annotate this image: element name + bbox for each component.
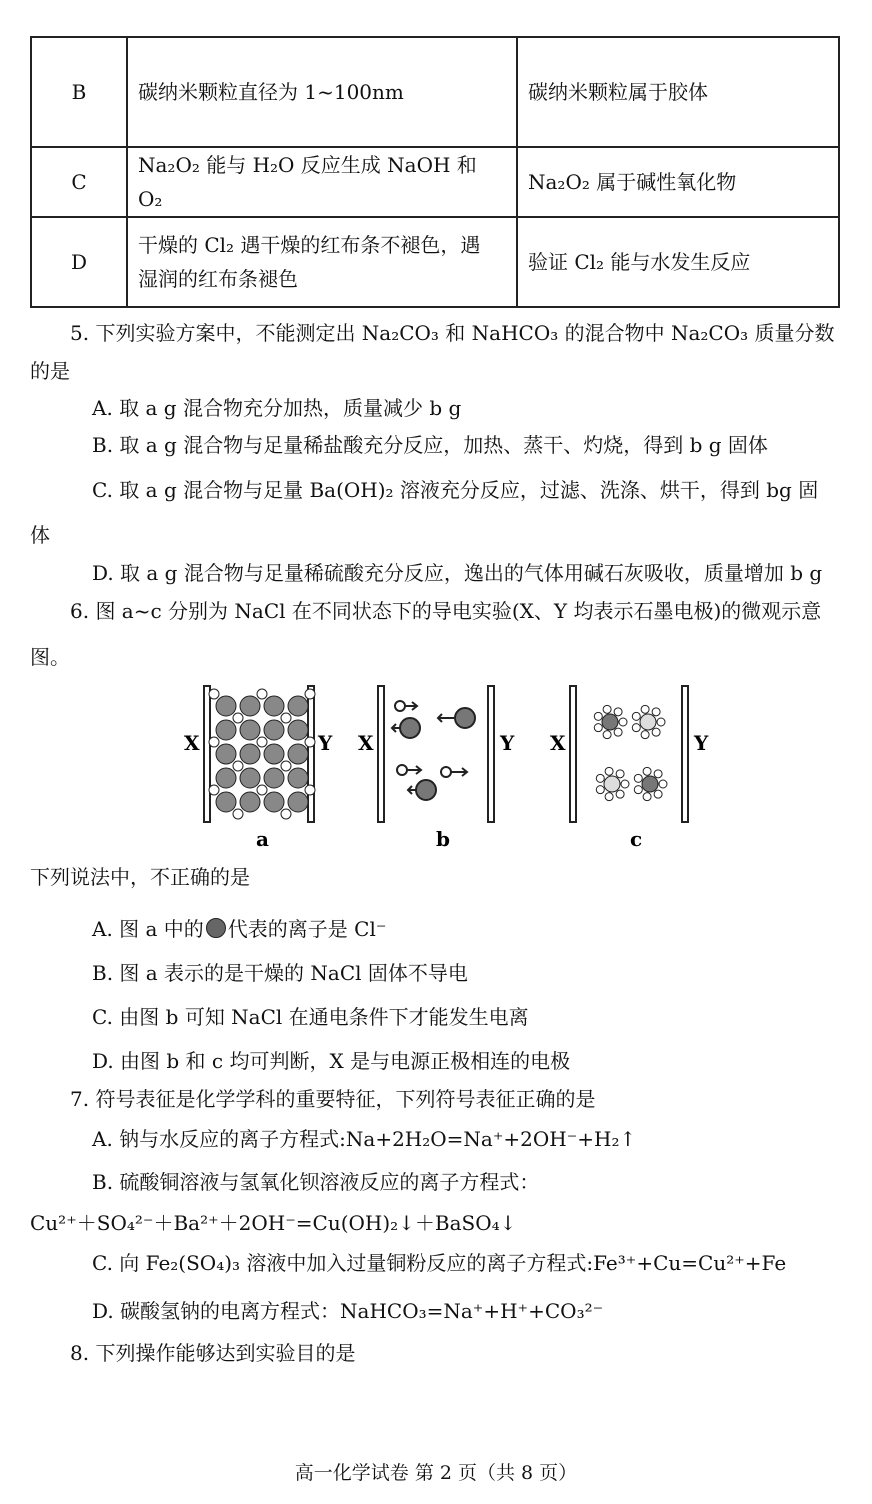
cl-ion: [288, 720, 308, 740]
water-molecule: [641, 731, 649, 739]
hydrated-ion-core: [640, 714, 656, 730]
water-molecule: [652, 708, 660, 716]
q7-option-b-line1: B. 硫酸铜溶液与氢氧化钡溶液反应的离子方程式：: [92, 1170, 540, 1194]
electrode-y-label: Y: [318, 731, 333, 755]
table-row: [31, 147, 839, 217]
water-molecule: [603, 705, 611, 713]
na-ion: [209, 785, 219, 795]
cl-ion: [216, 768, 236, 788]
cl-ion: [264, 792, 284, 812]
water-molecule: [657, 718, 665, 726]
table-row: [31, 217, 839, 307]
water-molecule: [614, 728, 622, 736]
electrode-x-label: X: [550, 731, 566, 755]
na-ion: [281, 713, 291, 723]
water-molecule: [619, 718, 627, 726]
page-footer: 高一化学试卷 第 2 页（共 8 页）: [294, 1462, 578, 1484]
options-table: [30, 36, 840, 308]
q8-stem: 8. 下列操作能够达到实验目的是: [70, 1341, 356, 1365]
na-ion: [233, 713, 243, 723]
na-ion: [395, 701, 405, 711]
na-ion: [305, 737, 315, 747]
diagram-b: [358, 686, 515, 851]
water-molecule: [632, 712, 640, 720]
water-molecule: [634, 786, 642, 794]
na-ion: [209, 689, 219, 699]
q6-stem-line1: 6. 图 a~c 分别为 NaCl 在不同状态下的导电实验(X、Y 均表示石墨电极)的微观示意: [70, 599, 822, 623]
q6-option-a-post: 代表的离子是 Cl⁻: [227, 917, 387, 941]
na-ion: [257, 785, 267, 795]
cl-ion: [400, 718, 420, 738]
na-ion: [305, 785, 315, 795]
water-molecule: [654, 790, 662, 798]
q6-option-d: D. 由图 b 和 c 均可判断，X 是与电源正极相连的电极: [92, 1049, 571, 1073]
q5-option-d: D. 取 a g 混合物与足量稀硫酸充分反应，逸出的气体用碱石灰吸收，质量增加 b g: [92, 561, 823, 585]
q7-stem: 7. 符号表征是化学学科的重要特征，下列符号表征正确的是: [70, 1087, 596, 1111]
cl-ion: [264, 744, 284, 764]
q7-option-d: D. 碳酸氢钠的电离方程式：NaHCO₃=Na⁺+H⁺+CO₃²⁻: [92, 1299, 604, 1323]
water-molecule: [616, 770, 624, 778]
water-molecule: [643, 767, 651, 775]
na-ion: [233, 809, 243, 819]
electrode-x-bar: [204, 686, 210, 822]
row-key: B: [31, 37, 127, 147]
water-molecule: [594, 724, 602, 732]
electrode-x-label: X: [358, 731, 374, 755]
water-molecule: [603, 731, 611, 739]
cl-ion: [216, 720, 236, 740]
q6-option-c: C. 由图 b 可知 NaCl 在通电条件下才能发生电离: [92, 1005, 529, 1029]
water-molecule: [641, 705, 649, 713]
na-ion: [209, 737, 219, 747]
nacl-conduction-diagram: [170, 680, 730, 860]
na-ion: [305, 689, 315, 699]
row-condition: 碳纳米颗粒直径为 1~100nm: [127, 37, 517, 147]
cl-ion: [288, 696, 308, 716]
water-molecule: [596, 786, 604, 794]
water-molecule: [605, 793, 613, 801]
q5-option-c-line1: C. 取 a g 混合物与足量 Ba(OH)₂ 溶液充分反应，过滤、洗涤、烘干，得到 bg 固: [92, 478, 819, 502]
row-condition: [127, 217, 517, 307]
q6-option-b: B. 图 a 表示的是干燥的 NaCl 固体不导电: [92, 961, 468, 985]
cl-ion: [240, 720, 260, 740]
hydrated-ions: [594, 705, 667, 800]
row-condition-line2: 湿润的红布条褪色: [138, 267, 298, 291]
electrode-x-bar: [570, 686, 576, 822]
q7-option-c: C. 向 Fe₂(SO₄)₃ 溶液中加入过量铜粉反应的离子方程式:Fe³⁺+Cu=Cu²⁺+Fe: [92, 1251, 787, 1275]
water-molecule: [634, 774, 642, 782]
cl-ion: [264, 768, 284, 788]
cl-ion: [240, 792, 260, 812]
na-ion: [397, 765, 407, 775]
cl-ion: [288, 792, 308, 812]
hydrated-ion-core: [642, 776, 658, 792]
cl-ion: [288, 744, 308, 764]
q5-option-a: A. 取 a g 混合物充分加热，质量减少 b g: [92, 396, 462, 420]
electrode-y-label: Y: [694, 731, 709, 755]
label-b: b: [436, 827, 450, 851]
water-molecule: [594, 712, 602, 720]
label-a: a: [256, 827, 269, 851]
row-key: C: [31, 147, 127, 217]
electrode-x-bar: [378, 686, 384, 822]
q6-option-a-pre: A. 图 a 中的: [92, 917, 204, 941]
water-molecule: [654, 770, 662, 778]
cl-ion: [240, 744, 260, 764]
table-row: [31, 37, 839, 147]
q5-option-c-line2: 体: [30, 523, 50, 547]
na-ion: [441, 767, 451, 777]
cl-ion: [216, 792, 236, 812]
row-conclusion: Na₂O₂ 属于碱性氧化物: [517, 147, 839, 217]
row-key: D: [31, 217, 127, 307]
label-c: c: [630, 827, 643, 851]
cl-ion: [416, 780, 436, 800]
q6-stem-line2: 图。: [30, 645, 70, 669]
water-molecule: [605, 767, 613, 775]
hydrated-ion-core: [604, 776, 620, 792]
cl-ion: [264, 696, 284, 716]
water-molecule: [616, 790, 624, 798]
electrode-y-label: Y: [500, 731, 515, 755]
water-molecule: [632, 724, 640, 732]
electrode-y-bar: [488, 686, 494, 822]
diagram-a: [184, 686, 333, 851]
q7-option-a: A. 钠与水反应的离子方程式:Na+2H₂O=Na⁺+2OH⁻+H₂↑: [92, 1127, 637, 1151]
water-molecule: [643, 793, 651, 801]
q5-stem-line1: 5. 下列实验方案中，不能测定出 Na₂CO₃ 和 NaHCO₃ 的混合物中 Na₂CO₃ 质量分数: [70, 321, 835, 345]
electrode-x-label: X: [184, 731, 200, 755]
row-conclusion: 碳纳米颗粒属于胶体: [517, 37, 839, 147]
row-conclusion: 验证 Cl₂ 能与水发生反应: [517, 217, 839, 307]
na-ion: [257, 737, 267, 747]
q6-prompt: 下列说法中，不正确的是: [30, 865, 250, 889]
water-molecule: [614, 708, 622, 716]
q5-option-b: B. 取 a g 混合物与足量稀盐酸充分反应，加热、蒸干、灼烧，得到 b g 固体: [92, 433, 768, 457]
cl-ion: [240, 768, 260, 788]
q5-stem-line2: 的是: [30, 359, 70, 383]
cl-ion: [240, 696, 260, 716]
electrode-y-bar: [682, 686, 688, 822]
hydrated-ion-core: [602, 714, 618, 730]
diagram-c: [550, 686, 709, 851]
water-molecule: [621, 780, 629, 788]
na-ion: [281, 809, 291, 819]
q7-option-b-line2: Cu²⁺＋SO₄²⁻＋Ba²⁺＋2OH⁻=Cu(OH)₂↓＋BaSO₄↓: [30, 1211, 517, 1235]
row-condition: Na₂O₂ 能与 H₂O 反应生成 NaOH 和 O₂: [127, 147, 517, 217]
water-molecule: [596, 774, 604, 782]
na-ion: [281, 761, 291, 771]
cl-ion-icon: [206, 918, 226, 938]
q6-option-a: [92, 914, 386, 944]
cl-ion: [264, 720, 284, 740]
cl-ion: [455, 708, 475, 728]
na-ion: [257, 689, 267, 699]
electrode-y-bar: [308, 686, 314, 822]
ionic-lattice: [209, 689, 315, 819]
water-molecule: [652, 728, 660, 736]
cl-ion: [216, 696, 236, 716]
water-molecule: [659, 780, 667, 788]
cl-ion: [288, 768, 308, 788]
cl-ion: [216, 744, 236, 764]
na-ion: [233, 761, 243, 771]
row-condition-line1: 干燥的 Cl₂ 遇干燥的红布条不褪色，遇: [138, 233, 481, 257]
